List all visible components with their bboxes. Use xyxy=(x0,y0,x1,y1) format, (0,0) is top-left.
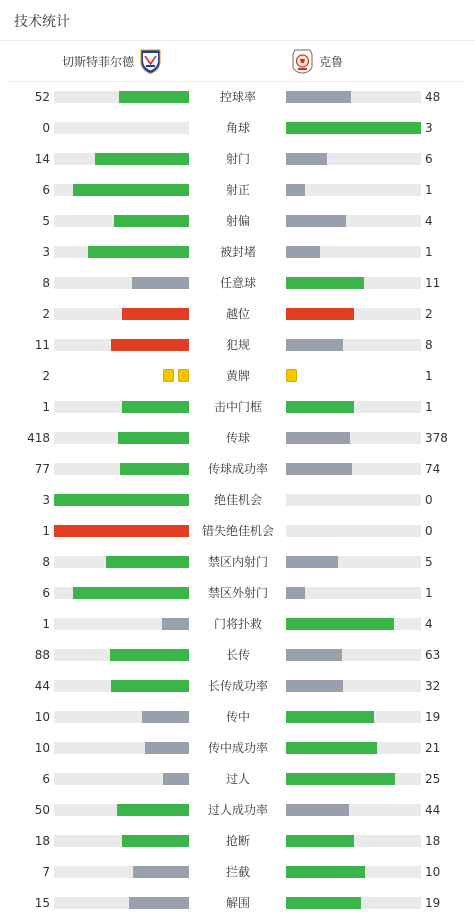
away-bar-track xyxy=(286,339,421,351)
away-bar-fill xyxy=(286,339,343,351)
home-value: 0 xyxy=(42,121,50,135)
home-value: 11 xyxy=(34,338,50,352)
home-value: 18 xyxy=(34,834,50,848)
away-value: 1 xyxy=(425,245,433,259)
yellow-card-icon xyxy=(178,369,189,382)
home-bar-track xyxy=(54,432,189,444)
yellow-card-icon xyxy=(286,369,297,382)
away-value: 48 xyxy=(425,90,441,104)
home-bar-track xyxy=(54,711,189,723)
home-value: 8 xyxy=(42,555,50,569)
away-bar-fill xyxy=(286,308,354,320)
away-bar-fill xyxy=(286,277,364,289)
away-value: 8 xyxy=(425,338,433,352)
stat-row-dribbles-success xyxy=(0,795,475,826)
home-bar-fill xyxy=(114,215,189,227)
home-bar-track xyxy=(54,339,189,351)
stat-label: 传中成功率 xyxy=(207,741,268,755)
away-bar-fill xyxy=(286,649,342,661)
stat-row-saves xyxy=(0,609,475,640)
home-bar-fill xyxy=(106,556,189,568)
away-bar-fill xyxy=(286,91,351,103)
stat-row-tackles xyxy=(0,826,475,857)
away-bar-fill xyxy=(286,556,338,568)
home-value: 1 xyxy=(42,400,50,414)
home-bar-track xyxy=(54,773,189,785)
stat-row-shots xyxy=(0,144,475,175)
home-bar-track xyxy=(54,91,189,103)
away-value: 2 xyxy=(425,307,433,321)
home-bar-track xyxy=(54,649,189,661)
stat-label: 绝佳机会 xyxy=(213,493,262,507)
stat-row-passes xyxy=(0,423,475,454)
stat-row-crosses xyxy=(0,702,475,733)
away-value: 19 xyxy=(425,896,441,910)
home-bar-track xyxy=(54,463,189,475)
home-bar-track xyxy=(54,153,189,165)
away-bar-fill xyxy=(286,711,374,723)
stat-label: 射偏 xyxy=(225,214,250,228)
stat-row-shots-off-target xyxy=(0,206,475,237)
away-bar-track xyxy=(286,401,421,413)
home-value: 50 xyxy=(34,803,50,817)
home-value: 8 xyxy=(42,276,50,290)
away-bar-track xyxy=(286,711,421,723)
away-bar-track xyxy=(286,91,421,103)
stat-row-big-chances-missed xyxy=(0,516,475,547)
away-bar-track xyxy=(286,277,421,289)
stat-label: 抢断 xyxy=(225,834,250,848)
home-bar-track xyxy=(54,215,189,227)
away-bar-fill xyxy=(286,835,354,847)
home-value: 5 xyxy=(42,214,50,228)
home-value: 3 xyxy=(42,245,50,259)
home-yellow-cards xyxy=(163,369,189,382)
stat-label: 越位 xyxy=(225,307,250,321)
stat-label: 被封堵 xyxy=(219,245,256,259)
away-value: 4 xyxy=(425,617,433,631)
away-bar-fill xyxy=(286,587,305,599)
away-bar-track xyxy=(286,153,421,165)
home-bar-fill xyxy=(54,525,189,537)
stat-row-possession xyxy=(0,82,475,113)
stat-label: 禁区外射门 xyxy=(207,586,268,600)
away-value: 6 xyxy=(425,152,433,166)
home-value: 10 xyxy=(34,741,50,755)
stats-list xyxy=(0,82,475,919)
home-bar-fill xyxy=(110,649,189,661)
stat-label: 射门 xyxy=(225,152,250,166)
home-team[interactable] xyxy=(62,41,161,81)
home-bar-fill xyxy=(73,184,189,196)
home-bar-fill xyxy=(54,494,189,506)
away-bar-fill xyxy=(286,618,394,630)
stat-label: 解围 xyxy=(225,896,250,910)
home-bar-track xyxy=(54,897,189,909)
home-bar-track xyxy=(54,835,189,847)
away-value: 74 xyxy=(425,462,441,476)
stat-label: 传球 xyxy=(225,431,250,445)
home-bar-track xyxy=(54,308,189,320)
away-bar-track xyxy=(286,308,421,320)
home-bar-track xyxy=(54,401,189,413)
home-value: 15 xyxy=(34,896,50,910)
home-bar-fill xyxy=(122,835,190,847)
stat-row-shots-inside-box xyxy=(0,547,475,578)
stat-label: 击中门框 xyxy=(213,400,262,414)
home-bar-track xyxy=(54,587,189,599)
away-bar-track xyxy=(286,804,421,816)
home-bar-track xyxy=(54,525,189,537)
stats-header xyxy=(0,0,475,41)
away-bar-track xyxy=(286,494,421,506)
home-bar-track xyxy=(54,866,189,878)
away-value: 4 xyxy=(425,214,433,228)
away-value: 18 xyxy=(425,834,441,848)
home-bar-fill xyxy=(133,866,189,878)
stat-label: 传中 xyxy=(225,710,250,724)
away-bar-track xyxy=(286,897,421,909)
home-bar-track xyxy=(54,680,189,692)
home-bar-fill xyxy=(132,277,189,289)
home-value: 6 xyxy=(42,772,50,786)
stat-label: 角球 xyxy=(225,121,250,135)
away-bar-track xyxy=(286,432,421,444)
stat-label: 控球率 xyxy=(219,90,256,104)
away-yellow-cards xyxy=(286,369,297,382)
away-bar-track xyxy=(286,587,421,599)
home-value: 7 xyxy=(42,865,50,879)
away-value: 378 xyxy=(425,431,448,445)
home-bar-fill xyxy=(122,401,190,413)
stat-label: 门将扑救 xyxy=(213,617,262,631)
home-value: 1 xyxy=(42,617,50,631)
stat-row-corners xyxy=(0,113,475,144)
stat-row-free-kicks xyxy=(0,268,475,299)
home-bar-fill xyxy=(119,91,189,103)
page-title: 技术统计 xyxy=(14,14,70,30)
away-bar-track xyxy=(286,680,421,692)
home-value: 3 xyxy=(42,493,50,507)
home-value: 2 xyxy=(42,369,50,383)
away-value: 11 xyxy=(425,276,441,290)
stat-label: 过人成功率 xyxy=(207,803,268,817)
away-value: 25 xyxy=(425,772,441,786)
yellow-card-icon xyxy=(163,369,174,382)
home-value: 77 xyxy=(34,462,50,476)
away-value: 32 xyxy=(425,679,441,693)
away-value: 1 xyxy=(425,183,433,197)
home-value: 14 xyxy=(34,152,50,166)
home-bar-fill xyxy=(117,804,189,816)
stat-row-long-balls-completed xyxy=(0,671,475,702)
away-bar-track xyxy=(286,525,421,537)
home-bar-track xyxy=(54,742,189,754)
away-bar-fill xyxy=(286,804,349,816)
stat-row-fouls xyxy=(0,330,475,361)
away-bar-fill xyxy=(286,866,365,878)
away-bar-track xyxy=(286,835,421,847)
away-bar-track xyxy=(286,649,421,661)
stat-label: 犯规 xyxy=(225,338,250,352)
away-value: 1 xyxy=(425,369,433,383)
home-value: 10 xyxy=(34,710,50,724)
home-bar-track xyxy=(54,122,189,134)
home-value: 44 xyxy=(34,679,50,693)
home-bar-fill xyxy=(142,711,189,723)
away-bar-fill xyxy=(286,246,320,258)
away-bar-fill xyxy=(286,773,395,785)
stat-row-yellow-cards xyxy=(0,361,475,392)
stat-label: 长传成功率 xyxy=(207,679,268,693)
home-bar-fill xyxy=(118,432,189,444)
home-bar-fill xyxy=(73,587,189,599)
away-bar-track xyxy=(286,556,421,568)
away-bar-fill xyxy=(286,742,377,754)
home-bar-track xyxy=(54,246,189,258)
home-bar-fill xyxy=(111,339,189,351)
stat-row-big-chances xyxy=(0,485,475,516)
away-value: 0 xyxy=(425,493,433,507)
home-bar-fill xyxy=(162,618,189,630)
stat-row-interceptions xyxy=(0,857,475,888)
away-value: 10 xyxy=(425,865,441,879)
stat-label: 射正 xyxy=(225,183,250,197)
home-bar-track xyxy=(54,618,189,630)
home-bar-fill xyxy=(163,773,189,785)
home-bar-fill xyxy=(145,742,189,754)
crewe-crest-icon xyxy=(292,49,313,74)
away-bar-fill xyxy=(286,463,352,475)
chesterfield-crest-icon xyxy=(140,49,161,74)
stat-row-long-balls xyxy=(0,640,475,671)
stat-row-shots-on-target xyxy=(0,175,475,206)
home-bar-fill xyxy=(88,246,189,258)
stat-row-woodwork xyxy=(0,392,475,423)
away-bar-track xyxy=(286,618,421,630)
away-bar-track xyxy=(286,122,421,134)
home-bar-fill xyxy=(111,680,189,692)
home-value: 1 xyxy=(42,524,50,538)
away-value: 5 xyxy=(425,555,433,569)
home-value: 418 xyxy=(27,431,50,445)
home-bar-track xyxy=(54,184,189,196)
away-bar-track xyxy=(286,246,421,258)
stat-label: 任意球 xyxy=(219,276,256,290)
away-bar-fill xyxy=(286,897,361,909)
away-value: 19 xyxy=(425,710,441,724)
home-value: 6 xyxy=(42,586,50,600)
away-bar-fill xyxy=(286,184,305,196)
home-value: 2 xyxy=(42,307,50,321)
stat-label: 错失绝佳机会 xyxy=(201,524,274,538)
stat-label: 过人 xyxy=(225,772,250,786)
stat-row-clearances xyxy=(0,888,475,919)
away-value: 1 xyxy=(425,586,433,600)
stat-label: 拦截 xyxy=(225,865,250,879)
home-team-name: 切斯特菲尔德 xyxy=(61,54,134,69)
home-value: 52 xyxy=(34,90,50,104)
away-bar-track xyxy=(286,215,421,227)
home-bar-fill xyxy=(95,153,190,165)
away-bar-fill xyxy=(286,215,346,227)
away-bar-fill xyxy=(286,153,327,165)
home-value: 88 xyxy=(34,648,50,662)
away-team[interactable] xyxy=(292,41,343,81)
home-bar-track xyxy=(54,556,189,568)
away-team-name: 克鲁 xyxy=(319,54,344,69)
home-bar-track xyxy=(54,277,189,289)
away-bar-fill xyxy=(286,122,421,134)
stat-row-passes-completed xyxy=(0,454,475,485)
away-bar-track xyxy=(286,866,421,878)
stat-label: 黄牌 xyxy=(225,369,250,383)
stat-label: 传球成功率 xyxy=(207,462,268,476)
away-bar-fill xyxy=(286,401,354,413)
stat-row-offsides xyxy=(0,299,475,330)
stat-row-dribbles xyxy=(0,764,475,795)
away-bar-track xyxy=(286,184,421,196)
away-bar-fill xyxy=(286,432,350,444)
away-bar-fill xyxy=(286,680,343,692)
home-bar-track xyxy=(54,804,189,816)
stat-label: 长传 xyxy=(225,648,250,662)
away-bar-track xyxy=(286,463,421,475)
away-value: 21 xyxy=(425,741,441,755)
teams-bar xyxy=(8,41,466,82)
away-value: 63 xyxy=(425,648,441,662)
away-bar-track xyxy=(286,773,421,785)
home-value: 6 xyxy=(42,183,50,197)
stat-row-shots-outside-box xyxy=(0,578,475,609)
away-value: 44 xyxy=(425,803,441,817)
home-bar-track xyxy=(54,494,189,506)
home-bar-fill xyxy=(120,463,189,475)
stat-label: 禁区内射门 xyxy=(207,555,268,569)
away-value: 0 xyxy=(425,524,433,538)
away-bar-track xyxy=(286,742,421,754)
away-value: 1 xyxy=(425,400,433,414)
away-value: 3 xyxy=(425,121,433,135)
home-bar-fill xyxy=(129,897,189,909)
stat-row-blocked-shots xyxy=(0,237,475,268)
stat-row-crosses-completed xyxy=(0,733,475,764)
home-bar-fill xyxy=(122,308,190,320)
